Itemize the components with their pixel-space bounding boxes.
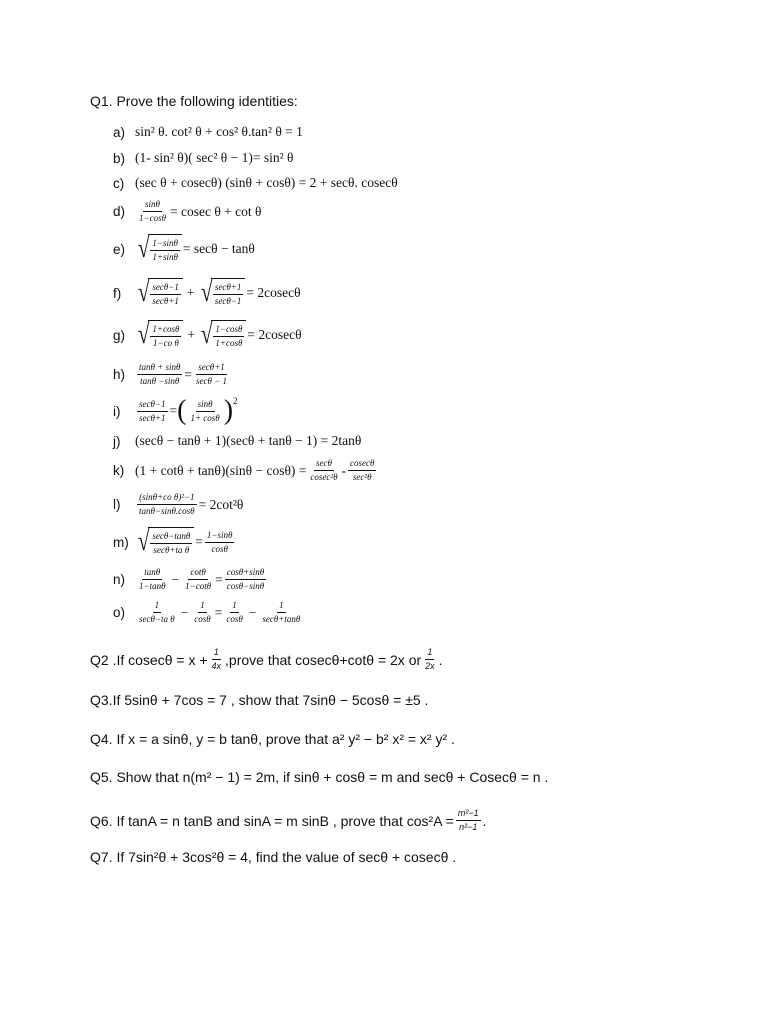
- item-label: i): [113, 403, 121, 419]
- item-label: j): [113, 433, 121, 449]
- fraction: $\frac{\sin\theta}{1-\cos\theta}$: [139, 199, 166, 223]
- item-label: m): [113, 534, 129, 550]
- question-6: Q6. If tanA = n tanB and sinA = m sinB , prove that cos²A = $\frac{\text{m²−1}}{\text{n²−1}}$ .: [90, 808, 487, 832]
- identity-text: sin² θ. cot² θ + cos² θ.tan² θ = 1: [135, 124, 303, 139]
- q1-item-h: h) $\frac{\tan\theta + \sin\theta}{\tan\theta -\sin\theta}$ = $\frac{\sec\theta+1}{\sec\theta - 1}$: [113, 362, 228, 386]
- item-label: f): [113, 285, 122, 301]
- item-label: a): [113, 124, 126, 140]
- fraction: $\frac{\sec\theta-\tan\theta}{\text{secθ+ta θ}}$: [152, 530, 191, 555]
- item-label: c): [113, 175, 125, 191]
- item-label: g): [113, 327, 126, 343]
- identity-text: (1- sin² θ)( sec² θ − 1)= sin² θ: [135, 150, 294, 165]
- item-label: h): [113, 367, 126, 382]
- fraction: $\frac{1}{2x}$: [425, 647, 435, 671]
- fraction: $\frac{\text{m²−1}}{\text{n²−1}}$: [457, 808, 479, 832]
- fraction: $\frac{\cos\theta+\sin\theta}{\cos\theta-\sin\theta}$: [226, 567, 265, 591]
- q1-item-n: n) $\frac{\tan\theta}{1-\tan\theta}$ − $\frac{\cot\theta}{1-\cot\theta}$ = $\frac{\cos\theta+\sin\theta}{\cos\theta-\sin\theta}$: [113, 567, 265, 591]
- q1-item-l: [113, 492, 243, 517]
- item-label: d): [113, 204, 126, 219]
- question-3: Q3.If 5sinθ + 7cos = 7 , show that 7sinθ − 5cosθ = ±5 .: [90, 692, 429, 708]
- question-4: Q4. If x = a sinθ, y = b tanθ, prove that a² y² − b² x² = x² y² .: [90, 731, 455, 747]
- square-root: √ $\frac{\sec\theta+1}{\sec\theta-1}$: [199, 278, 246, 308]
- identity-text: (secθ − tanθ + 1)(secθ + tanθ − 1) = 2tanθ: [135, 433, 362, 448]
- fraction: $\frac{1}{\cos\theta}$: [226, 600, 243, 624]
- q1-item-c: [113, 175, 398, 191]
- fraction: $\frac{\text{(sinθ+co θ)²−1}}{\tan\theta-\sin\theta.\cos\theta}$: [139, 492, 195, 516]
- question-2: Q2 .If cosecθ = x + $\frac{1}{4x}$ ,prove that cosecθ+cotθ = 2x or $\frac{1}{2x}$ .: [90, 647, 443, 671]
- q1-item-i: i) $\frac{\sec\theta-1}{\sec\theta+1}$ = ( $\frac{\sin\theta}{1+ \cos\theta}$ ) 2: [113, 395, 238, 426]
- square-root: √ $\frac{\sec\theta-\tan\theta}{\text{secθ+ta θ}}$: [136, 527, 194, 557]
- item-label: e): [113, 241, 126, 257]
- q1-item-a: [113, 124, 303, 140]
- q1-item-e: [113, 234, 255, 264]
- q1-item-m: m) √ $\frac{\sec\theta-\tan\theta}{\text{secθ+ta θ}}$ = $\frac{1-\sin\theta}{\cos\theta}$: [113, 526, 233, 557]
- exponent: 2: [233, 396, 238, 406]
- fraction: $\frac{\tan\theta}{1-\tan\theta}$: [139, 567, 166, 591]
- identity-rest: = secθ − tanθ: [182, 241, 255, 256]
- fraction: $\frac{1}{\sec\theta+\tan\theta}$: [262, 600, 301, 624]
- fraction: $\frac{1}{\cos\theta}$: [194, 600, 211, 624]
- fraction: $\frac{\sec\theta+1}{\sec\theta - 1}$: [196, 362, 228, 386]
- square-root: √ $\frac{1-\cos\theta}{1+\cos\theta}$: [199, 320, 246, 350]
- fraction: $\frac{\tan\theta + \sin\theta}{\tan\theta -\sin\theta}$: [139, 362, 181, 386]
- identity-text: (sec θ + cosecθ) (sinθ + cosθ) = 2 + secθ. cosecθ: [135, 175, 398, 190]
- q1-item-o: o) $\frac{1}{\text{secθ−ta θ}}$ − $\frac{1}{\cos\theta}$ = $\frac{1}{\cos\theta}$ − $\frac{1}{\sec\theta+\tan\theta}$: [113, 600, 301, 624]
- fraction: $\frac{\sec\theta-1}{\sec\theta+1}$: [152, 281, 179, 306]
- identity-rest: = 2cosecθ: [247, 327, 302, 342]
- identity-rest: = 2cot²θ: [198, 496, 244, 512]
- fraction: $\frac{\sec\theta}{\text{cosec²θ}}$: [310, 458, 338, 482]
- question-5: Q5. Show that n(m² − 1) = 2m, if sinθ + cosθ = m and secθ + Cosecθ = n .: [90, 769, 549, 785]
- fraction: $\frac{\sec\theta-1}{\sec\theta+1}$: [139, 398, 166, 423]
- item-label: n): [113, 572, 126, 587]
- q1-item-d: [113, 199, 262, 224]
- fraction: $\frac{1}{\text{secθ−ta θ}}$: [139, 600, 175, 624]
- fraction: $\frac{1-\sin\theta}{\cos\theta}$: [206, 529, 233, 554]
- q1-item-g: g) √ $\frac{1+\cos\theta}{\text{1−co θ}}$ + √ $\frac{1-\cos\theta}{1+\cos\theta}$ = 2cosecθ: [113, 319, 302, 350]
- fraction: $\frac{\cot\theta}{1-\cot\theta}$: [185, 567, 212, 591]
- identity-text: (1 + cotθ + tanθ)(sinθ − cosθ) =: [135, 462, 307, 478]
- fraction: $\frac{cosec\theta}{\text{sec²θ}}$: [350, 458, 375, 482]
- q1-item-k: k) (1 + cotθ + tanθ)(sinθ − cosθ) = $\frac{\sec\theta}{\text{cosec²θ}}$ - $\frac{cosec\theta}{\text{sec²θ}}$: [113, 458, 375, 482]
- item-label: o): [113, 605, 126, 620]
- q1-title: Q1. Prove the following identities:: [90, 93, 298, 109]
- square-root: √ $\frac{1-\sin\theta}{1+\sin\theta}$: [136, 234, 182, 264]
- fraction: $\frac{1}{4x}$: [211, 647, 222, 671]
- item-label: l): [113, 497, 121, 512]
- identity-rest: = 2cosecθ: [246, 285, 301, 300]
- question-7: Q7. If 7sin²θ + 3cos²θ = 4, find the value of secθ + cosecθ .: [90, 849, 457, 865]
- fraction: $\frac{\sec\theta+1}{\sec\theta-1}$: [214, 281, 242, 306]
- fraction: $\frac{1+\cos\theta}{\text{1−co θ}}$: [152, 323, 180, 348]
- item-label: b): [113, 150, 126, 166]
- q1-item-b: [113, 150, 294, 166]
- fraction: $\frac{1-\sin\theta}{1+\sin\theta}$: [152, 237, 178, 262]
- square-root: √ $\frac{1+\cos\theta}{\text{1−co θ}}$: [136, 320, 183, 350]
- identity-rest: = cosec θ + cot θ: [170, 203, 262, 219]
- fraction: $\frac{\sin\theta}{1+ \cos\theta}$: [190, 398, 220, 423]
- square-root: √ $\frac{\sec\theta-1}{\sec\theta+1}$: [136, 278, 183, 308]
- q1-item-f: f) √ $\frac{\sec\theta-1}{\sec\theta+1}$ + √ $\frac{\sec\theta+1}{\sec\theta-1}$ = 2cosecθ: [113, 277, 301, 308]
- fraction: $\frac{1-\cos\theta}{1+\cos\theta}$: [215, 323, 243, 348]
- item-label: k): [113, 463, 125, 478]
- q1-item-j: [113, 433, 361, 449]
